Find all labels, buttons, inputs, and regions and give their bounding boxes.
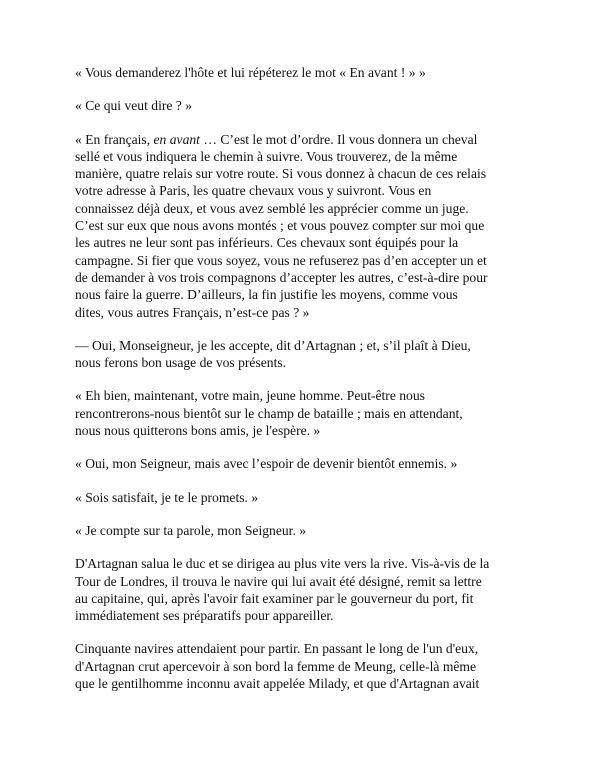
paragraph-5 bbox=[75, 387, 543, 439]
text-line: Cinquante navires attendaient pour partir. En passant le long de l'un d'eux, bbox=[75, 641, 479, 657]
paragraph-1 bbox=[75, 64, 543, 81]
text-line: — Oui, Monseigneur, je les accepte, dit d’Artagnan ; et, s’il plaît à Dieu, bbox=[75, 337, 471, 353]
text-segment: « En français, bbox=[75, 131, 154, 147]
text-line: manière, quatre relais sur votre route. Si vous donnez à chacun de ces relais bbox=[75, 166, 487, 182]
paragraph-3 bbox=[75, 131, 543, 321]
text-line: C’est sur eux que nous avons montés ; et vous pouvez compter sur moi que bbox=[75, 218, 485, 234]
paragraph-8 bbox=[75, 522, 543, 539]
text-line: dites, vous autres Français, n’est-ce pas ? » bbox=[75, 304, 310, 320]
text-line: « Vous demanderez l'hôte et lui répéterez le mot « En avant ! » » bbox=[75, 65, 426, 80]
text-line: nous faire la guerre. D’ailleurs, la fin justifie les moyens, comme vous bbox=[75, 287, 458, 303]
text-line: campagne. Si fier que vous soyez, vous ne refuserez pas d’en accepter un et bbox=[75, 252, 487, 268]
text-segment: … C’est le mot d’ordre. Il vous donnera un cheval bbox=[199, 131, 478, 147]
text-line: rencontrerons-nous bientôt sur le champ de bataille ; mais en attendant, bbox=[75, 405, 463, 421]
document-page bbox=[75, 64, 543, 708]
text-line: D'Artagnan salua le duc et se dirigea au plus vite vers la rive. Vis-à-vis de la bbox=[75, 556, 490, 572]
text-line: connaissez déjà deux, et vous avez semblé les apprécier comme un juge. bbox=[75, 200, 469, 216]
paragraph-2 bbox=[75, 97, 543, 114]
text-line: « Oui, mon Seigneur, mais avec l’espoir de devenir bientôt ennemis. » bbox=[75, 456, 458, 472]
text-line: d'Artagnan crut apercevoir à son bord la femme de Meung, celle-là même bbox=[75, 658, 477, 674]
text-line: les autres ne leur sont pas inférieurs. Ces chevaux sont équipés pour la bbox=[75, 235, 459, 251]
text-line: immédiatement ses préparatifs pour appareiller. bbox=[75, 608, 334, 624]
text-line: « Je compte sur ta parole, mon Seigneur. » bbox=[75, 522, 307, 538]
text-line: Tour de Londres, il trouva le navire qui lui avait été désigné, remit sa lettre bbox=[75, 573, 482, 589]
paragraph-4 bbox=[75, 337, 543, 372]
italic-text: en avant bbox=[153, 131, 200, 147]
text-line: nous ferons bon usage de vos présents. bbox=[75, 355, 287, 371]
paragraph-7 bbox=[75, 489, 543, 506]
text-line: « Ce qui veut dire ? » bbox=[75, 98, 193, 114]
text-line: « Eh bien, maintenant, votre main, jeune homme. Peut-être nous bbox=[75, 388, 425, 404]
text-line bbox=[75, 131, 543, 148]
paragraph-10 bbox=[75, 640, 543, 692]
text-line: sellé et vous indiquera le chemin à suivre. Vous trouverez, de la même bbox=[75, 148, 458, 164]
paragraph-6 bbox=[75, 455, 543, 472]
text-line: votre adresse à Paris, les quatre chevaux vous y suivront. Vous en bbox=[75, 183, 432, 199]
text-line: au capitaine, qui, après l'avoir fait examiner par le gouverneur du port, fit bbox=[75, 590, 474, 606]
text-line: « Sois satisfait, je te le promets. » bbox=[75, 489, 259, 505]
text-line: que le gentilhomme inconnu avait appelée Milady, et que d'Artagnan avait bbox=[75, 676, 480, 692]
text-line: nous nous quitterons bons amis, je l'espère. » bbox=[75, 423, 321, 439]
paragraph-9 bbox=[75, 555, 543, 624]
text-line: de demander à vos trois compagnons d’accepter les autres, c’est-à-dire pour bbox=[75, 269, 488, 285]
